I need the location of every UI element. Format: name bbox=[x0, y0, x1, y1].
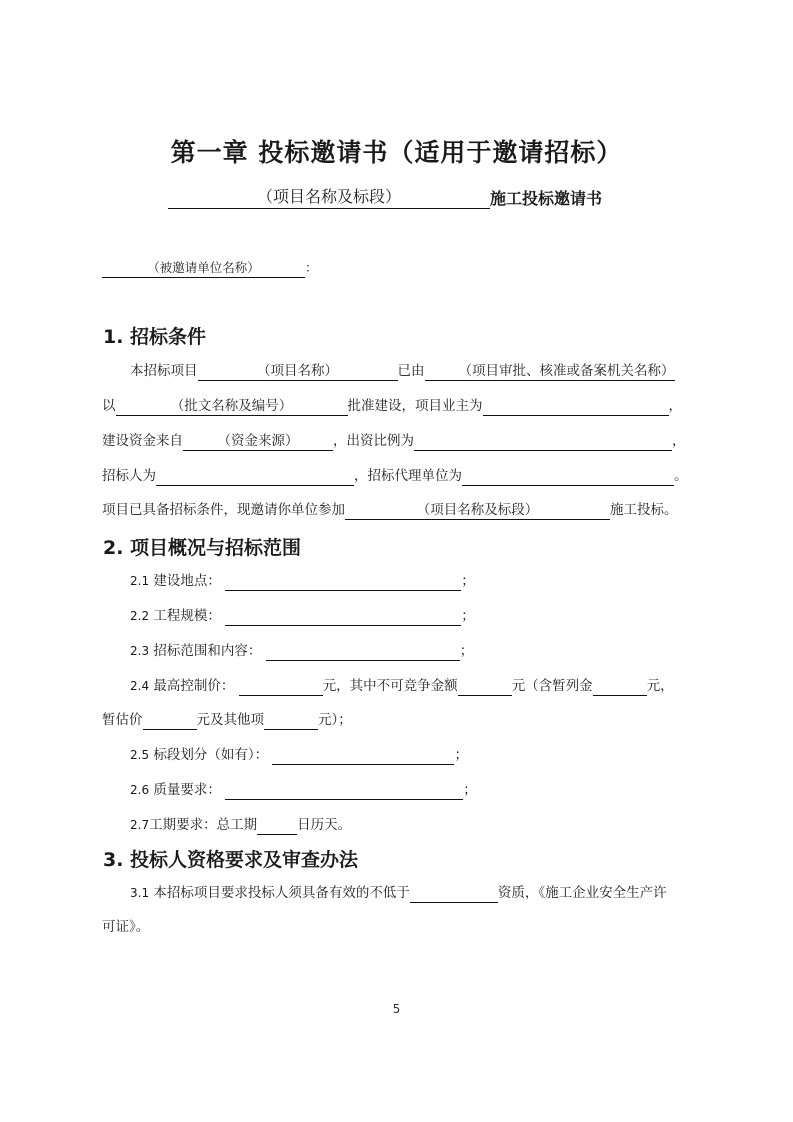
item-2-1 bbox=[130, 571, 475, 591]
s1-p2-comma: ， bbox=[668, 398, 682, 414]
item-2-4-text4: 暂估价 bbox=[102, 712, 143, 728]
page-title: 第一章 投标邀请书（适用于邀请招标） bbox=[170, 138, 623, 167]
item-2-6-label: 质量要求： bbox=[153, 782, 221, 798]
s1-p3-comma: ， bbox=[672, 433, 686, 449]
s1-p5-text: 项目已具备招标条件，现邀请你单位参加 bbox=[102, 502, 345, 518]
max-price-field[interactable] bbox=[239, 677, 323, 696]
tender-agent-field[interactable] bbox=[462, 467, 674, 486]
invitee-name-field[interactable]: （被邀请单位名称） bbox=[102, 259, 305, 278]
section-1-heading: 1. 招标条件 bbox=[103, 326, 207, 348]
s1-paragraph-1 bbox=[130, 361, 675, 381]
s1-p1-text2: 已由 bbox=[397, 363, 425, 379]
project-owner-field[interactable] bbox=[483, 397, 669, 416]
s1-p1-text: 本招标项目 bbox=[130, 363, 198, 379]
item-2-7-end: 日历天。 bbox=[297, 817, 352, 833]
other-items-field[interactable] bbox=[264, 711, 318, 730]
addressee-colon: ： bbox=[305, 260, 318, 275]
item-3-1-text2: 资质，《施工企业安全生产许 bbox=[497, 885, 667, 901]
item-3-1-cont bbox=[102, 917, 149, 937]
item-3-1-number: 3.1 bbox=[130, 886, 150, 900]
item-2-6-end: ； bbox=[463, 782, 477, 798]
s1-p3-text: 建设资金来自 bbox=[102, 433, 183, 449]
item-2-3-label: 招标范围和内容： bbox=[153, 643, 262, 659]
addressee-line bbox=[102, 258, 318, 278]
s1-p4-text: 招标人为 bbox=[102, 468, 156, 484]
section-3-heading: 3. 投标人资格要求及审查办法 bbox=[103, 849, 359, 871]
item-2-5 bbox=[130, 745, 468, 765]
section-2-heading: 2. 项目概况与招标范围 bbox=[103, 537, 302, 559]
item-2-4-text3: 元， bbox=[646, 678, 674, 694]
item-2-4 bbox=[130, 676, 674, 696]
page-number: 5 bbox=[392, 1002, 401, 1016]
item-2-5-label: 标段划分（如有）： bbox=[153, 747, 269, 763]
s1-paragraph-5 bbox=[102, 500, 678, 520]
item-2-4-cont bbox=[102, 710, 352, 730]
s1-p3-text2: ，出资比例为 bbox=[333, 433, 414, 449]
s1-p5-text2: 施工投标。 bbox=[610, 502, 678, 518]
item-2-2-end: ； bbox=[461, 608, 475, 624]
subtitle-suffix: 施工投标邀请书 bbox=[490, 189, 603, 208]
item-2-4-text1: 元，其中不可竞争金额 bbox=[322, 678, 458, 694]
item-2-4-text5: 元及其他项 bbox=[196, 712, 264, 728]
provisional-sum-field[interactable] bbox=[593, 677, 647, 696]
item-2-5-end: ； bbox=[454, 747, 468, 763]
qualification-field[interactable] bbox=[410, 884, 498, 903]
item-3-1-text3: 可证》。 bbox=[102, 919, 150, 935]
item-2-7 bbox=[130, 815, 351, 835]
total-duration-field[interactable] bbox=[257, 816, 297, 835]
item-2-1-end: ； bbox=[461, 573, 475, 589]
estimated-price-field[interactable] bbox=[143, 711, 197, 730]
quality-requirement-field[interactable] bbox=[225, 781, 463, 800]
item-3-1-text1: 本招标项目要求投标人须具备有效的不低于 bbox=[153, 885, 410, 901]
project-name-field[interactable]: （项目名称及标段） bbox=[168, 186, 490, 209]
item-2-4-number: 2.4 bbox=[130, 679, 150, 693]
project-name-field-2[interactable]: （项目名称） bbox=[198, 362, 398, 381]
item-2-6 bbox=[130, 780, 477, 800]
item-2-2-number: 2.2 bbox=[130, 609, 150, 623]
approval-document-field[interactable]: （批文名称及编号） bbox=[116, 397, 348, 416]
approval-authority-field[interactable]: （项目审批、核准或备案机关名称） bbox=[425, 362, 675, 381]
item-2-1-label: 建设地点： bbox=[153, 573, 221, 589]
item-2-4-text6: 元）； bbox=[318, 712, 352, 728]
item-3-1 bbox=[130, 883, 667, 903]
item-2-4-text2: 元（含暂列金 bbox=[511, 678, 593, 694]
non-competitive-amount-field[interactable] bbox=[458, 677, 512, 696]
tenderer-field[interactable] bbox=[156, 467, 354, 486]
item-2-7-number: 2.7 bbox=[130, 818, 150, 832]
item-2-3-end: ； bbox=[459, 643, 474, 659]
project-section-field[interactable]: （项目名称及标段） bbox=[345, 501, 610, 520]
s1-p2-text: 以 bbox=[102, 398, 116, 414]
construction-site-field[interactable] bbox=[225, 572, 461, 591]
s1-paragraph-3 bbox=[102, 431, 686, 451]
funding-source-field[interactable]: （资金来源） bbox=[183, 432, 333, 451]
item-2-1-number: 2.1 bbox=[130, 574, 150, 588]
item-2-3-number: 2.3 bbox=[130, 644, 150, 658]
section-division-field[interactable] bbox=[272, 746, 454, 765]
tender-scope-field[interactable] bbox=[266, 642, 460, 661]
item-2-2-label: 工程规模： bbox=[153, 608, 221, 624]
item-2-4-label: 最高控制价： bbox=[153, 678, 235, 694]
s1-p2-text2: 批准建设，项目业主为 bbox=[347, 398, 483, 414]
item-2-2 bbox=[130, 606, 475, 626]
item-2-7-label: 工期要求：总工期 bbox=[149, 817, 258, 833]
item-2-3 bbox=[130, 641, 473, 661]
s1-paragraph-2 bbox=[102, 396, 682, 416]
s1-p4-text2: ，招标代理单位为 bbox=[354, 468, 462, 484]
project-scale-field[interactable] bbox=[225, 607, 461, 626]
s1-paragraph-4 bbox=[102, 466, 688, 486]
item-2-5-number: 2.5 bbox=[130, 748, 150, 762]
subtitle bbox=[168, 186, 602, 209]
item-2-6-number: 2.6 bbox=[130, 783, 150, 797]
s1-p4-period: 。 bbox=[674, 468, 688, 484]
funding-ratio-field[interactable] bbox=[414, 432, 672, 451]
